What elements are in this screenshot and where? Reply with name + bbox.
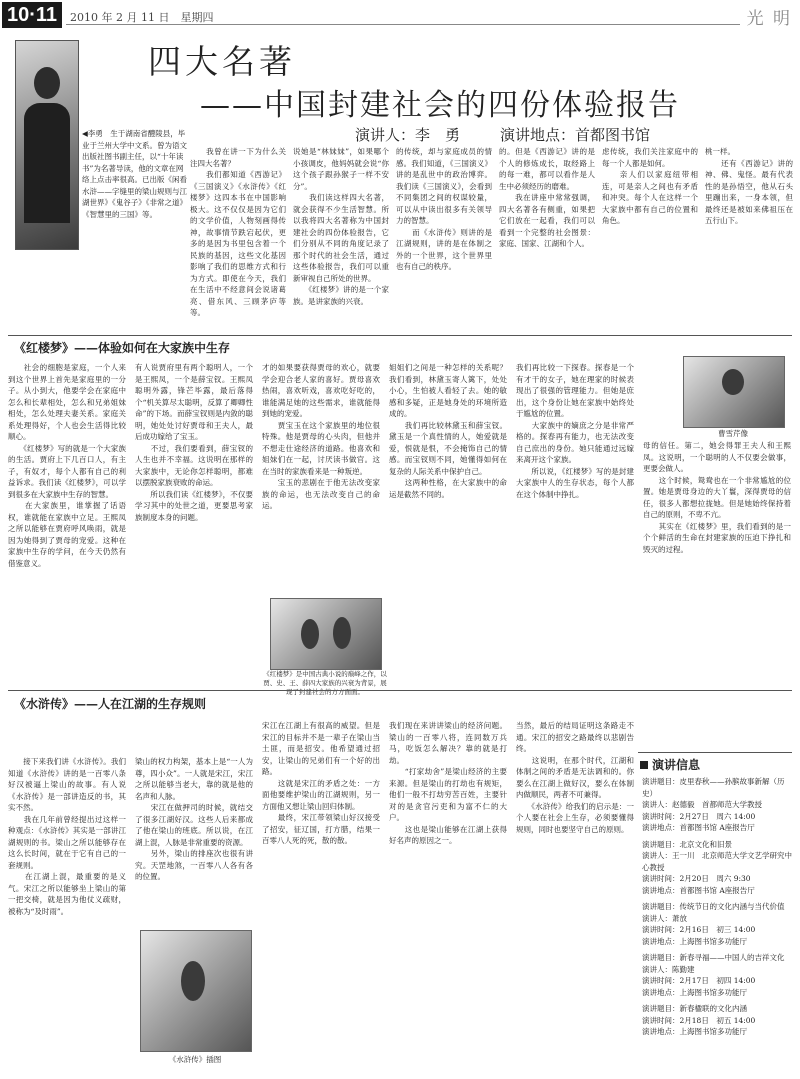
info-item: 演讲人：萧放 xyxy=(642,913,687,923)
article-text: 宋江在江湖上有很高的威望。但是宋江的目标并不是一辈子在梁山当土匪，而是招安。他希望通过招安，让梁山的兄弟们有一个好的出路。 这就是宋江的矛盾之处：一方面他要维护梁山的江湖规则，另一方面他又想让梁山回归体制。 最终，宋江带领梁山好汉接受了招安，征辽国，打方腊，结果一百零八人死的死，散的散。 xyxy=(262,721,380,845)
section-heading-honglou: 《红楼梦》——体验如何在大家族中生存 xyxy=(14,341,231,355)
info-heading xyxy=(640,756,700,773)
illustration-figure xyxy=(333,617,351,649)
intro-column xyxy=(190,146,286,326)
article-column xyxy=(135,362,253,672)
page-number: 10·11 xyxy=(2,2,62,28)
article-column xyxy=(389,362,507,672)
headline: 四大名著 xyxy=(148,42,296,81)
illustration-figure xyxy=(301,619,319,649)
page-header xyxy=(0,0,800,32)
photo-head xyxy=(34,67,60,99)
section-rule xyxy=(8,335,792,336)
article-column xyxy=(8,756,126,1074)
info-item: 演讲题目：传统节日的文化内涵与当代价值 xyxy=(642,902,785,911)
info-item: 演讲地点：上海图书馆多功能厅 xyxy=(642,987,747,997)
info-item: 演讲人：陈勤建 xyxy=(642,964,695,974)
speaker-bio: ◀李勇 生于湖南省醴陵县，毕业于兰州大学中文系。曾为语文出版社图书副主任，以“十年读书”为名著导读，他的文章在网络上点击率很高。已出版《闲看水浒——字缝里的梁山规则与江湖世界》《鬼谷子》《非常之道》《智慧里的三国》等。 xyxy=(82,129,187,219)
article-column xyxy=(8,362,126,672)
info-item: 演讲题目：皮里春秋——孙膑故事新解（历史） xyxy=(642,777,785,798)
illustration-caption: 《红楼梦》是中国古典小说的巅峰之作，以贾、史、王、薛四大家族的兴衰为背景，展现了封建社会的方方面面。 xyxy=(263,670,387,696)
intro-column xyxy=(396,146,492,326)
article-column xyxy=(389,720,507,1074)
info-item: 演讲时间：2月27日 周六 14:00 xyxy=(642,811,756,821)
info-item: 演讲地点：首都图书馆 A座报告厅 xyxy=(642,885,755,895)
square-bullet-icon xyxy=(640,761,648,769)
info-item: 演讲人：赵德毅 首都师范大学教授 xyxy=(642,800,762,809)
intro-text: 虑传统，我们关注家庭中的每一个人都是如何。 亲人们以家庭纽带相连，可是亲人之间也有矛盾和冲突。每个人在这样一个大家族中都有自己的位置和角色。 xyxy=(602,147,698,225)
info-item: 演讲地点：上海图书馆多功能厅 xyxy=(642,936,747,946)
article-text: 梁山的权力构架，基本上是“一人为尊，四小众”。一人就是宋江，宋江之所以能够当老大，靠的就是他的名声和人脉。 宋江在做押司的时候，就结交了很多江湖好汉。这些人后来都成了他在梁山的班底。所以说，在江湖上混，人脉是非常重要的资源。 另外，梁山的排座次也很有讲究。天罡地煞，一百零八人各有各的位置。 xyxy=(135,757,253,881)
intro-text: 桃一样。 还有《西游记》讲的神、佛、鬼怪。最有代表性的是孙悟空，他从石头里蹦出来，一身本领，但最终还是被如来佛祖压在五行山下。 xyxy=(705,147,793,225)
article-text: 有人说贾府里有两个聪明人，一个是王熙凤，一个是薛宝钗。王熙凤聪明外露，锋芒毕露，最后落得个“机关算尽太聪明，反算了卿卿性命”的下场。而薛宝钗则是内敛的聪明，她处处讨好贾母和王夫人，最后成功嫁给了宝玉。 不过，我们要看到，薛宝钗的人生也并不幸福。这说明在那样的大家族中，无论你怎样聪明，都难以摆脱家族衰败的命运。 所以我们读《红楼梦》，不仅要学习其中的处世之道，更要思考家族制度本身的问题。 xyxy=(135,363,253,522)
article-text: 母的信任。第二，她会得罪王夫人和王熙凤。这说明，一个聪明的人不仅要会做事，更要会做人。 这个时候，鸳鸯也在一个非常尴尬的位置。她是贾母身边的大丫鬟，深得贾母的信任，很多人都想拉拢她。但是她始终保持着自己的原则，不卑不亢。 其实在《红楼梦》里，我们看到的是一个个鲜活的生命在封建家族的压迫下挣扎和毁灭的过程。 xyxy=(643,441,791,554)
info-item: 演讲时间：2月20日 周六 9:30 xyxy=(642,874,751,883)
photo-body xyxy=(24,103,70,223)
article-text: 我们再比较一下探春。探春是一个有才干的女子，她在理家的时候表现出了很强的管理能力。但她是庶出，这个身份让她在家族中始终处于尴尬的位置。 大家族中的嫡庶之分是非常严格的。探春再有能力，也无法改变自己庶出的身份。她只能通过远嫁来离开这个家族。 所以说，《红楼梦》写的是封建大家族中人的生存状态，每个人都在这个体制中挣扎。 xyxy=(516,363,634,499)
shuihu-caption: 《水浒传》插图 xyxy=(168,1055,222,1064)
info-heading-text: 演讲信息 xyxy=(652,758,701,772)
info-item: 演讲题目：新春寻福——中国人的吉祥文化 xyxy=(642,953,785,962)
info-item: 演讲时间：2月17日 初四 14:00 xyxy=(642,976,756,985)
info-item: 演讲题目：新春楹联的文化内涵 xyxy=(642,1004,747,1013)
article-column xyxy=(643,440,791,672)
article-text: 接下来我们讲《水浒传》。我们知道《水浒传》讲的是一百零八条好汉被逼上梁山的故事。有人说《水浒传》是一部讲造反的书，其实不然。 我在几年前曾经提出过这样一种观点：《水浒传》其实是一部讲江湖规则的书。梁山之所以能够存在这么长时间，就在于它有自己的一套规则。 在江湖上混，最重要的是义气。宋江之所以能够坐上梁山的第一把交椅，就是因为他仗义疏财，被称为“及时雨”。 xyxy=(8,757,126,916)
header-rule xyxy=(66,24,740,25)
article-column xyxy=(262,362,380,592)
speaker-photo xyxy=(15,40,79,250)
illustration-figure xyxy=(181,961,205,1001)
intro-column xyxy=(602,146,698,326)
article-column xyxy=(516,362,634,672)
subheadline: ——中国封建社会的四份体验报告 xyxy=(200,88,680,123)
intro-text: 的传统，却与家庭成员的情感。我们知道，《三国演义》讲的是乱世中的政治博弈。我们读《三国演义》，会看到不同集团之间的权谋较量，可以从中读出很多有关领导力的智慧。 而《水浒传》则讲的是江湖规则，讲的是在体制之外的一个世界，这个世界里也有自己的秩序。 xyxy=(396,147,492,271)
intro-text: 的。但是《西游记》讲的是个人的修炼成长，取经路上的每一难，都可以看作是人生中必须经历的磨难。 我在讲座中常常强调，四大名著各有侧重，如果把它们放在一起看，我们可以看到一个完整的社会图景：家庭、国家、江湖和个人。 xyxy=(499,147,595,248)
venue-line: 演讲地点：首都图书馆 xyxy=(500,126,651,144)
info-item: 演讲地点：上海图书馆多功能厅 xyxy=(642,1027,747,1036)
speaker-line: 演讲人：李 勇 xyxy=(355,126,461,144)
honglou-illustration xyxy=(270,598,382,670)
intro-text: 我曾在讲一下为什么关注四大名著？ 我们都知道《西游记》《三国演义》《水浒传》《红楼梦》这四本书在中国影响极大。这不仅仅是因为它们的文学价值，人物刻画得传神，故事情节跌宕起伏，更多的是因为书里包含着一个民族的基因，这些文化基因影响了我们的思维方式和行为方式。即使在今天，我们在生活中不经意间会说诸葛亮、借东风、三顾茅庐等等。 xyxy=(190,147,286,317)
intro-column xyxy=(499,146,595,326)
cao-xueqin-portrait xyxy=(683,356,785,428)
info-rule xyxy=(638,752,792,753)
article-column xyxy=(516,720,634,1074)
section-heading-shuihu: 《水浒传》——人在江湖的生存规则 xyxy=(14,697,207,711)
newspaper-name: 光 明 xyxy=(746,9,792,29)
intro-text: 说她是“林妹妹”，如果哪个小孩调皮，他妈妈就会说“你这个孩子跟孙猴子一样不安分”。 我们读这样四大名著，就会获得不少生活智慧。所以我将四大名著称为中国封建社会的四份体验报告，它们分别从不同的角度记录了那个时代的社会生活，通过这些体验报告，我们可以重新审视自己所处的世界。 《红楼梦》讲的是一个家族。是讲家族的兴衰。 xyxy=(293,147,389,306)
section-rule xyxy=(8,690,792,691)
info-list xyxy=(642,776,792,1074)
article-text: 姐姐们之间是一种怎样的关系呢？我们看到，林黛玉寄人篱下，处处小心，生怕被人看轻了去。她的敏感和多疑，正是她身处的环境所造成的。 我们再比较林黛玉和薛宝钗。黛玉是一个真性情的人，她爱就是爱，恨就是恨，不会掩饰自己的情感。而宝钗则不同，她懂得如何在复杂的人际关系中保护自己。 这两种性格，在大家族中的命运是截然不同的。 xyxy=(389,363,507,499)
article-column xyxy=(262,720,380,1074)
info-item: 演讲时间：2月18日 初五 14:00 xyxy=(642,1015,756,1025)
portrait-figure xyxy=(722,369,744,395)
info-item: 演讲人：王一川 北京师范大学文艺学研究中心教授 xyxy=(642,851,792,872)
info-item: 演讲题目：北京文化和旧景 xyxy=(642,839,732,849)
intro-column xyxy=(293,146,389,326)
article-text: 才的如果要获得贾母的欢心，就要学会迎合老人家的喜好。贾母喜欢热闹，喜欢听戏，喜欢吃好吃的，谁能满足她的这些需求，谁就能得到她的宠爱。 贾宝玉在这个家族里的地位很特殊。他是贾母的心头肉，但他并不想走仕途经济的道路。他喜欢和姐妹们在一起，讨厌读书做官。这在当时的家族看来是一种叛逆。 宝玉的悲剧在于他无法改变家族的命运，也无法改变自己的命运。 xyxy=(262,363,380,510)
info-item: 演讲地点：首都图书馆 A座报告厅 xyxy=(642,823,755,832)
article-text: 社会的细胞是家庭，一个人来到这个世界上首先是家庭里的一分子。从小到大，他要学会在家庭中怎么和长辈相处，怎么和兄弟姐妹相处，怎么处理夫妻关系。家庭关系处理得好，个人也会生活得比较顺心。 《红楼梦》写的就是一个大家族的生活。贾府上下几百口人，有主子，有奴才，每个人都有自己的利益诉求。我们读《红楼梦》，可以学到很多在大家族中生存的智慧。 在大家族里，谁掌握了话语权，谁就能在家族中立足。王熙凤之所以能够在贾府呼风唤雨，就是因为她得到了贾母的宠爱。这种在家族中生存的学问，在今天仍然有借鉴意义。 xyxy=(8,363,126,568)
info-item: 演讲时间：2月16日 初三 14:00 xyxy=(642,925,756,934)
article-text: 当然，最后的结局证明这条路走不通。宋江的招安之路最终以悲剧告终。 这说明，在那个时代，江湖和体制之间的矛盾是无法调和的。你要么在江湖上做好汉，要么在体制内做顺民，两者不可兼得。 《水浒传》给我们的启示是：一个人要在社会上生存，必须要懂得规则，同时也要坚守自己的原则。 xyxy=(516,721,634,834)
issue-date: 2010 年 2 月 11 日 星期四 xyxy=(70,11,214,24)
shuihu-illustration xyxy=(140,930,252,1052)
portrait-caption: 曹雪芹像 xyxy=(718,429,748,438)
intro-column xyxy=(705,146,793,326)
article-text: 我们现在来讲讲梁山的经济问题。梁山的一百零八将，连同数万兵马，吃饭怎么解决？靠的就是打劫。 “打家劫舍”是梁山经济的主要来源。但是梁山的打劫也有规矩，他们一般不打劫穷苦百姓，主要针对的是贪官污吏和为富不仁的大户。 这也是梁山能够在江湖上获得好名声的原因之一。 xyxy=(389,721,507,845)
